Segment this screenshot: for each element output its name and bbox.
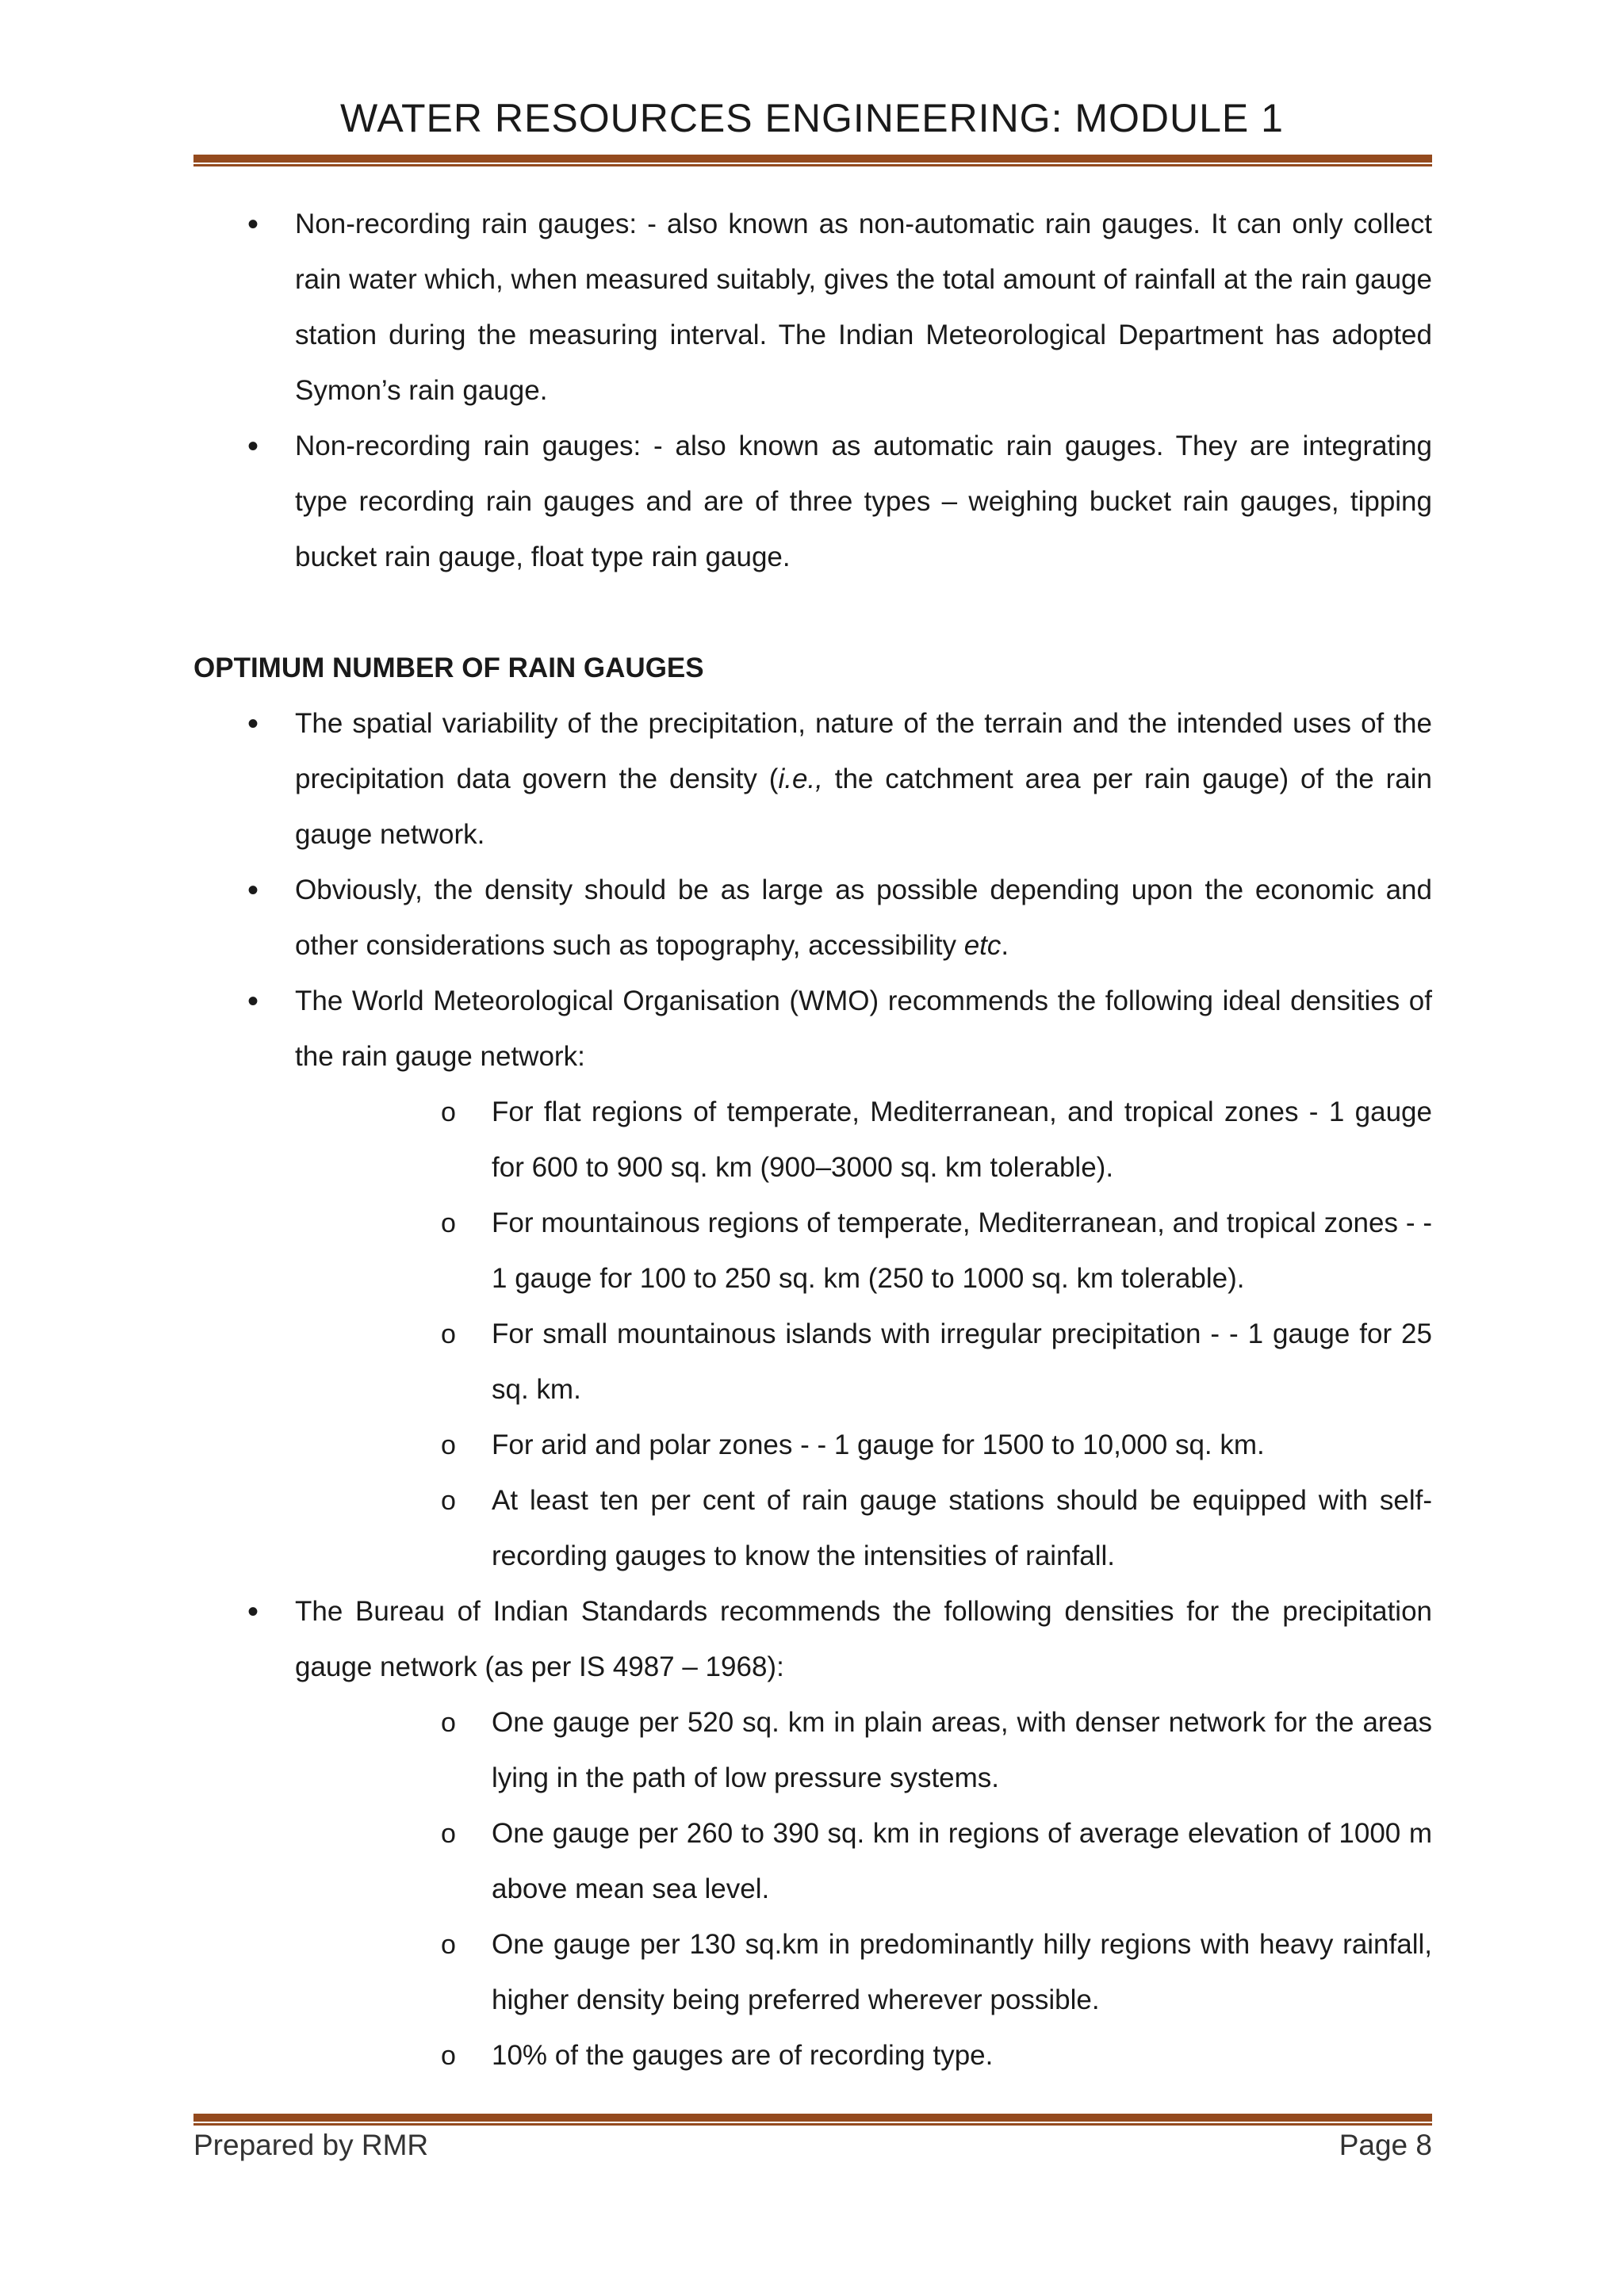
- footer-author: Prepared by RMR: [193, 2129, 429, 2161]
- page-footer: [193, 2129, 1432, 2162]
- sublist-item: o One gauge per 130 sq.km in predominantly hilly regions with heavy rainfall, higher density being preferred wherever possible.: [193, 1917, 1432, 2028]
- bis-intro-text: The Bureau of Indian Standards recommends the following densities for the precipitation gauge network (as per IS 4987 – 1968):: [295, 1596, 1432, 1682]
- italic-fragment: etc: [963, 930, 1002, 961]
- sublist-item: o 10% of the gauges are of recording type.: [193, 2028, 1432, 2084]
- list-item-wmo: [193, 974, 1432, 1584]
- footer-rule: [193, 2114, 1432, 2122]
- header-rule: [193, 155, 1432, 163]
- italic-fragment: i.e.,: [778, 763, 823, 794]
- sublist-item: o For small mountainous islands with irregular precipitation - - 1 gauge for 25 sq. km.: [193, 1307, 1432, 1418]
- text-fragment: .: [1001, 930, 1009, 961]
- section-title-optimum: OPTIMUM NUMBER OF RAIN GAUGES: [193, 652, 704, 683]
- text-fragment: the catchment area per rain gauge) of the rain gauge network.: [295, 763, 1433, 850]
- list-item-bis: [193, 1584, 1432, 2084]
- text-fragment: Obviously, the density should be as large as possible depending upon the economic and other considerations such as topography, accessibility: [295, 874, 1432, 961]
- document-body: [193, 197, 1432, 2084]
- wmo-sublist: [295, 1085, 1432, 1584]
- list-item-density: [193, 863, 1432, 974]
- wmo-intro-text: The World Meteorological Organisation (WMO) recommends the following ideal densities of the rain gauge network:: [295, 985, 1432, 1072]
- optimum-list: [193, 696, 1432, 2084]
- page-number: Page 8: [1339, 2129, 1432, 2161]
- sublist-item: o At least ten per cent of rain gauge stations should be equipped with self-recording gauges to know the intensities of rainfall.: [193, 1473, 1432, 1584]
- bis-sublist: [295, 1695, 1432, 2084]
- list-item-spatial-variability: [193, 696, 1432, 863]
- sublist-item: o For arid and polar zones - - 1 gauge for 1500 to 10,000 sq. km.: [193, 1418, 1432, 1473]
- page-header-title: WATER RESOURCES ENGINEERING: MODULE 1: [340, 96, 1284, 140]
- gauge-types-list: [193, 197, 1432, 585]
- text-fragment: The spatial variability of the precipitation, nature of the terrain and the intended uses of the precipitation data govern the density (: [295, 708, 1432, 794]
- list-item-automatic: • Non-recording rain gauges: - also known as automatic rain gauges. They are integrating type recording rain gauges and are of three types – weighing bucket rain gauges, tipping bucket rain gauge, float type rain gauge.: [193, 419, 1432, 585]
- sublist-item: o For flat regions of temperate, Mediterranean, and tropical zones - 1 gauge for 600 to 900 sq. km (900–3000 sq. km tolerable).: [193, 1085, 1432, 1196]
- list-item-non-automatic: • Non-recording rain gauges: - also known as non-automatic rain gauges. It can only collect rain water which, when measured suitably, gives the total amount of rainfall at the rain gauge station during the measuring interval. The Indian Meteorological Department has adopted Symon’s rain gauge.: [193, 197, 1432, 419]
- sublist-item: o One gauge per 520 sq. km in plain areas, with denser network for the areas lying in the path of low pressure systems.: [193, 1695, 1432, 1806]
- sublist-item: o One gauge per 260 to 390 sq. km in regions of average elevation of 1000 m above mean sea level.: [193, 1806, 1432, 1917]
- sublist-item: o For mountainous regions of temperate, Mediterranean, and tropical zones - - 1 gauge for 100 to 250 sq. km (250 to 1000 sq. km tolerable).: [193, 1196, 1432, 1307]
